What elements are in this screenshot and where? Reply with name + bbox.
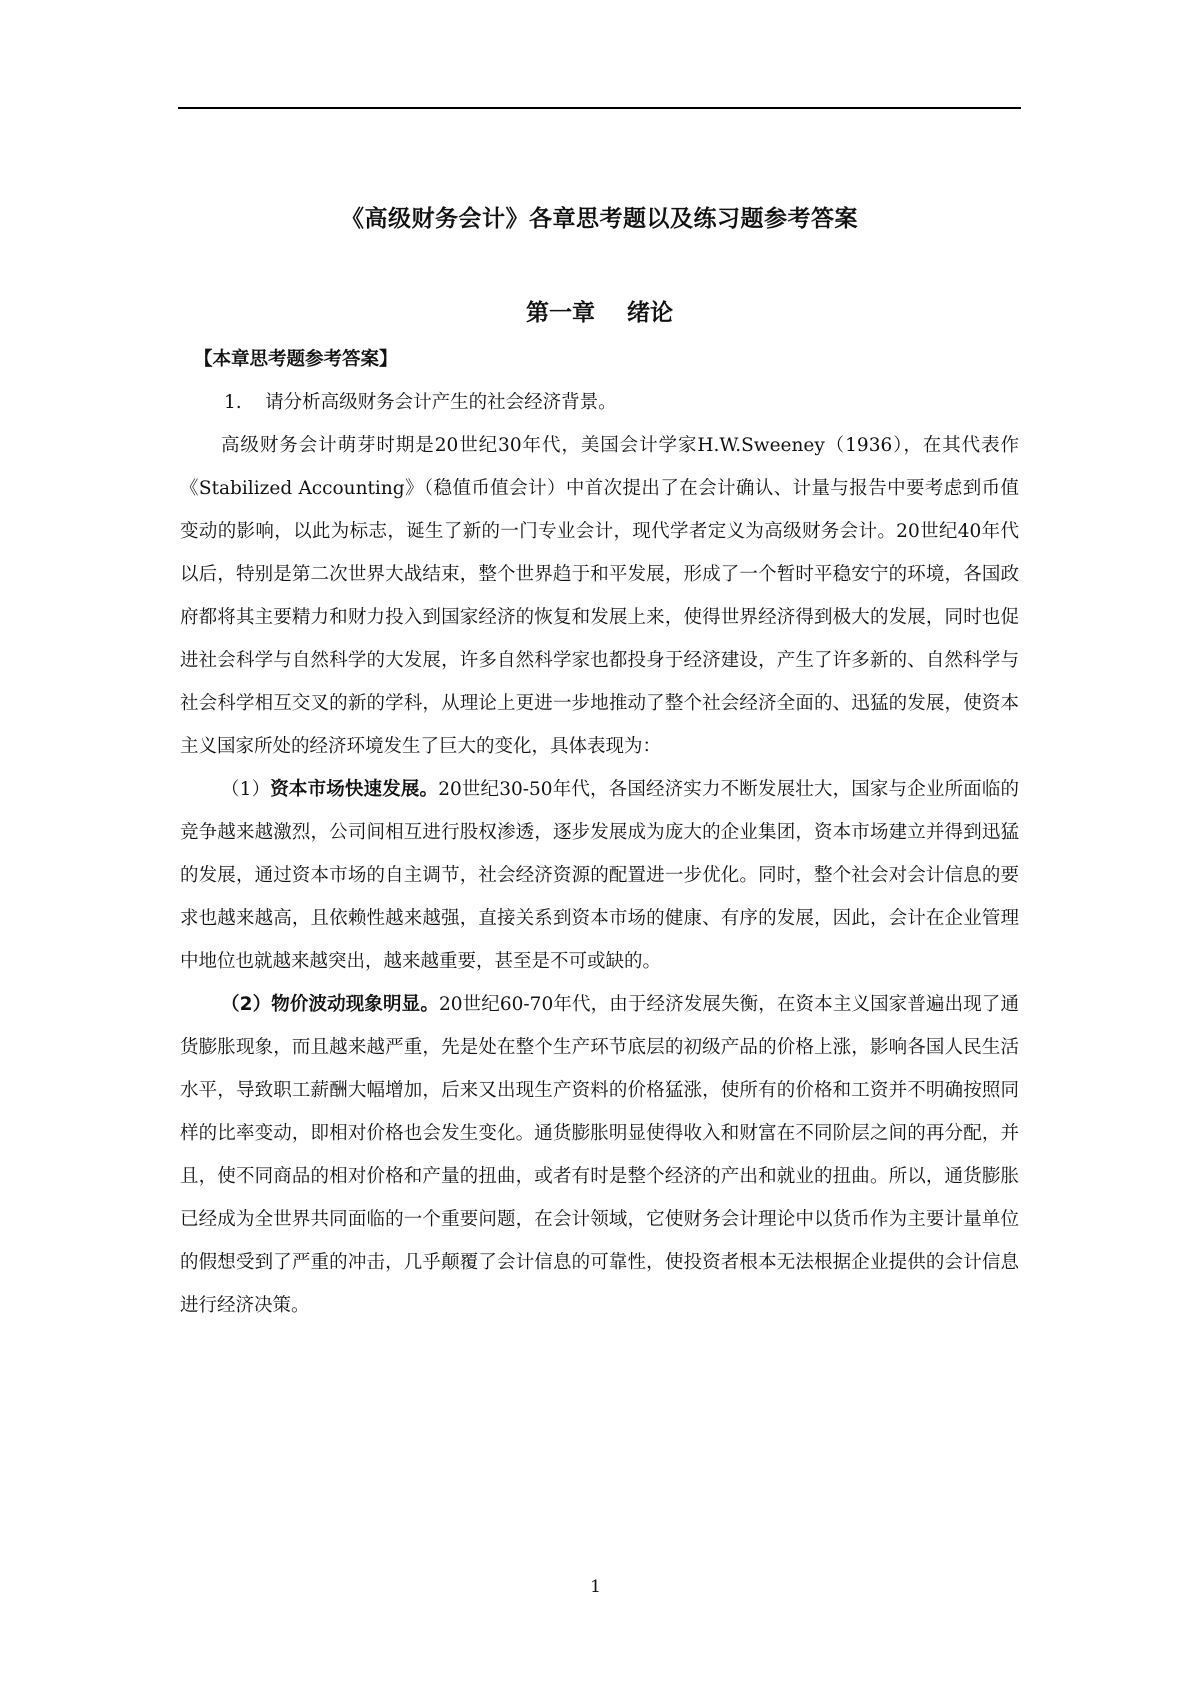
point-2-label: （2）	[221, 994, 272, 1015]
paragraph-point-1	[180, 768, 1019, 983]
point-1-heading: 资本市场快速发展。	[270, 779, 439, 800]
paragraph-intro: 高级财务会计萌芽时期是20世纪30年代，美国会计学家H.W.Sweeney（1936），在其代表作《Stabilized Accounting》（稳值币值会计）中首次提出了在会计确认、计量与报告中要考虑到币值变动的影响，以此为标志，诞生了新的一门专业会计，现代学者定义为高级财务会计。20世纪40年代以后，特别是第二次世界大战结束，整个世界趋于和平发展，形成了一个暂时平稳安宁的环境，各国政府都将其主要精力和财力投入到国家经济的恢复和发展上来，使得世界经济得到极大的发展，同时也促进社会科学与自然科学的大发展，许多自然科学家也都投身于经济建设，产生了许多新的、自然科学与社会科学相互交叉的新的学科，从理论上更进一步地推动了整个社会经济全面的、迅猛的发展，使资本主义国家所处的经济环境发生了巨大的变化，具体表现为：	[180, 435, 1019, 757]
point-2-body: 20世纪60-70年代，由于经济发展失衡，在资本主义国家普遍出现了通货膨胀现象，而且越来越严重，先是处在整个生产环节底层的初级产品的价格上涨，影响各国人民生活水平，导致职工薪酬大幅增加，后来又出现生产资料的价格猛涨，使所有的价格和工资并不明确按照同样的比率变动，即相对价格也会发生变化。通货膨胀明显使得收入和财富在不同阶层之间的再分配，并且，使不同商品的相对价格和产量的扭曲，或者有时是整个经济的产出和就业的扭曲。所以，通货膨胀已经成为全世界共同面临的一个重要问题，在会计领域，它使财务会计理论中以货币作为主要计量单位的假想受到了严重的冲击，几乎颠覆了会计信息的可靠性，使投资者根本无法根据企业提供的会计信息进行经济决策。	[180, 994, 1019, 1316]
question-1: 1. 请分析高级财务会计产生的社会经济背景。	[224, 392, 617, 413]
point-2-heading: 物价波动现象明显。	[271, 994, 439, 1015]
paragraph-point-2	[180, 983, 1019, 1327]
document-body	[180, 338, 1019, 1327]
section-heading: 【本章思考题参考答案】	[194, 349, 398, 370]
point-1-label: （1）	[221, 779, 271, 800]
point-1-body: 20世纪30-50年代，各国经济实力不断发展壮大，国家与企业所面临的竞争越来越激烈，公司间相互进行股权渗透，逐步发展成为庞大的企业集团，资本市场建立并得到迅猛的发展，通过资本市场的自主调节，社会经济资源的配置进一步优化。同时，整个社会对会计信息的要求也越来越高，且依赖性越来越强，直接关系到资本市场的健康、有序的发展，因此，会计在企业管理中地位也就越来越突出，越来越重要，甚至是不可或缺的。	[180, 779, 1019, 972]
chapter-title: 第一章 绪论	[525, 300, 674, 326]
page-number: 1	[590, 1577, 601, 1597]
document-title: 《高级财务会计》各章思考题以及练习题参考答案	[341, 206, 858, 232]
header-rule	[178, 107, 1021, 109]
